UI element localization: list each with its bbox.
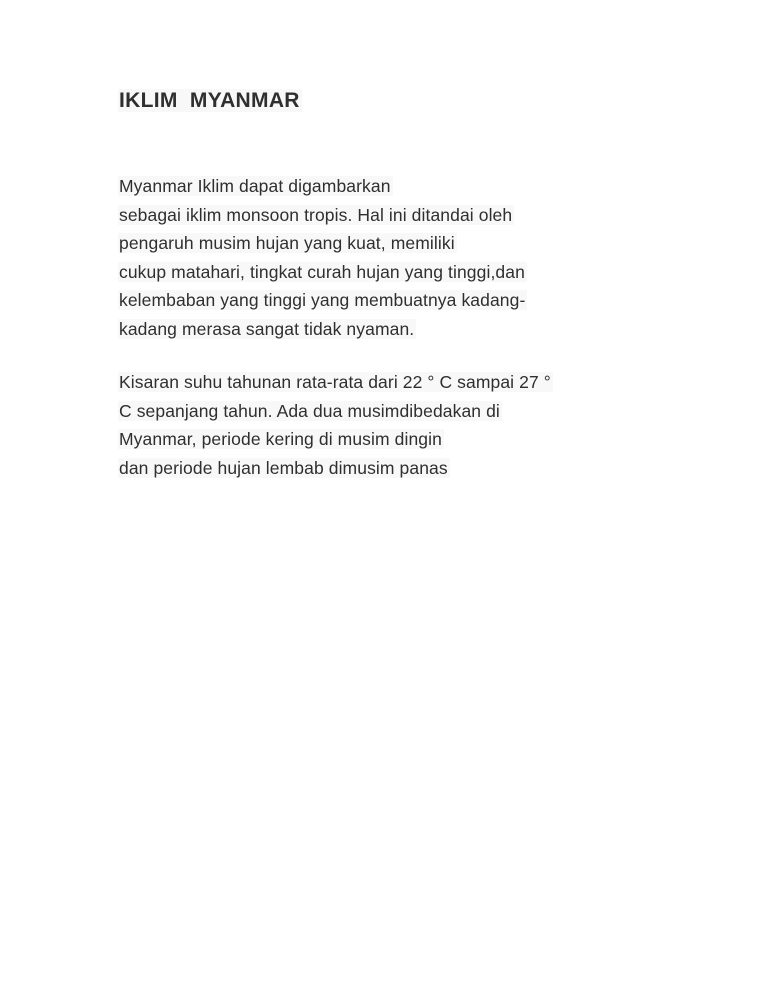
paragraph-line [118, 397, 553, 426]
document-title-text: IKLIM MYANMAR [119, 89, 300, 112]
paragraph-line-text: Myanmar, periode kering di musim dingin [119, 429, 442, 450]
paragraph-line-text: Myanmar Iklim dapat digambarkan [119, 176, 391, 196]
paragraph-line-text: C sepanjang tahun. Ada dua musimdibedakan di [119, 400, 500, 421]
paragraph-line-text: kadang merasa sangat tidak nyaman. [119, 318, 415, 339]
paragraph-line-text: pengaruh musim hujan yang kuat, memiliki [119, 233, 455, 254]
paragraph-line-text: cukup matahari, tingkat curah hujan yang tinggi,dan [119, 261, 525, 282]
paragraph-line-text: dan periode hujan lembab dimusim panas [119, 457, 448, 478]
paragraph-temperature [118, 368, 553, 482]
paragraph-line [118, 229, 527, 258]
paragraph-line [118, 315, 527, 344]
paragraph-line [118, 454, 553, 483]
paragraph-line [118, 286, 527, 315]
paragraph-line-text: kelembaban yang tinggi yang membuatnya kadang- [119, 290, 526, 311]
paragraph-line [118, 201, 527, 230]
paragraph-line [118, 368, 553, 397]
paragraph-line [118, 425, 553, 454]
paragraph-line [118, 258, 527, 287]
paragraph-line-text: sebagai iklim monsoon tropis. Hal ini ditandai oleh [119, 204, 513, 225]
paragraph-line [118, 172, 527, 201]
paragraph-line-text: Kisaran suhu tahunan rata-rata dari 22 ° C sampai 27 ° [119, 372, 551, 392]
document-title [118, 85, 302, 117]
paragraph-climate-description [118, 172, 527, 344]
